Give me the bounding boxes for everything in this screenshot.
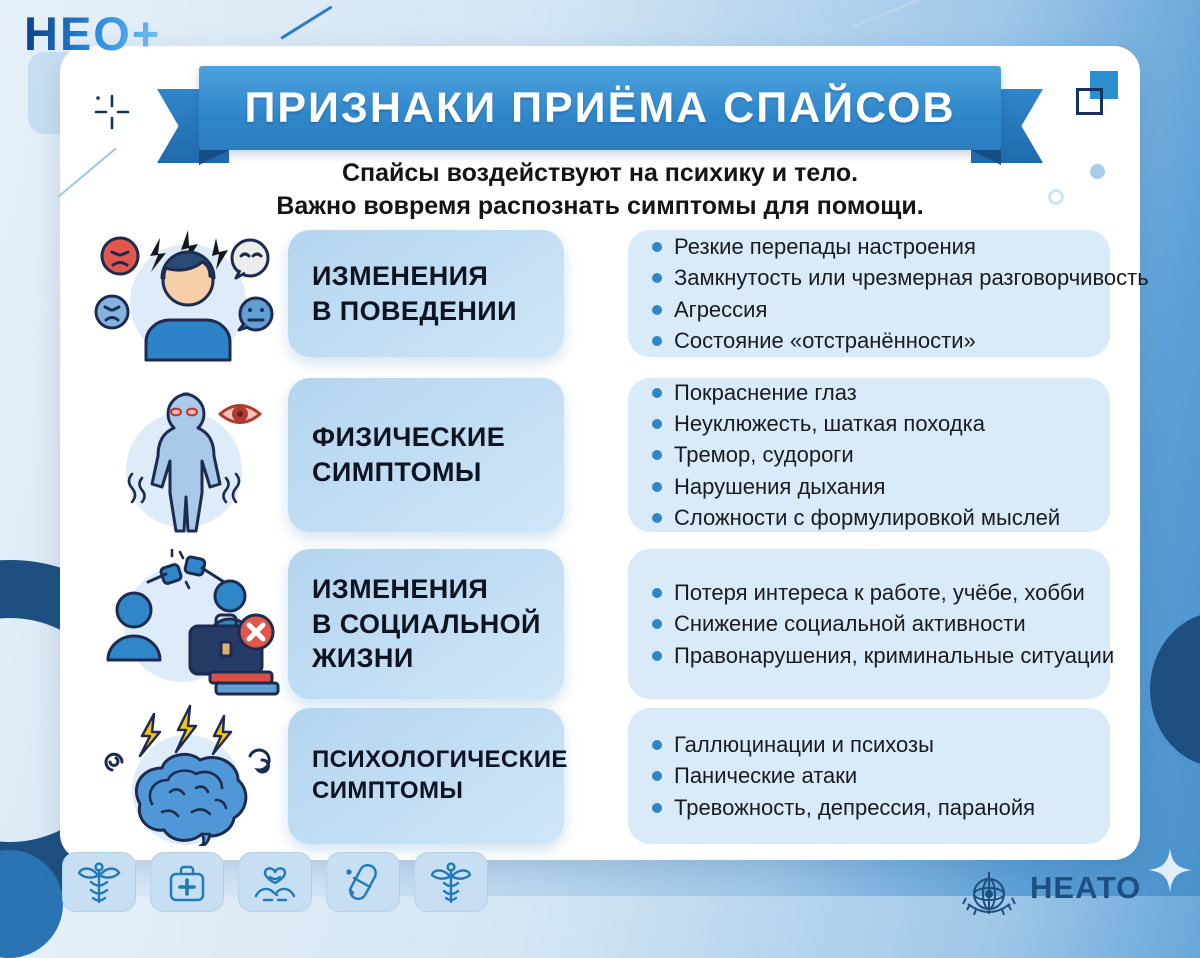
bullet-item: Замкнутость или чрезмерная разговорчивость bbox=[650, 262, 1092, 293]
bullet-list bbox=[650, 577, 1115, 671]
heading-line: В ПОВЕДЕНИИ bbox=[312, 295, 517, 326]
heading-line: ЖИЗНИ bbox=[312, 643, 414, 674]
bullet-item: Галлюцинации и психозы bbox=[650, 729, 1092, 760]
bullet-item: Неуклюжесть, шаткая походка bbox=[650, 408, 1092, 439]
bullet-item: Панические атаки bbox=[650, 760, 1092, 791]
intro-line-2: Важно вовремя распознать симптомы для помощи. bbox=[276, 192, 924, 221]
decor-filled-dot bbox=[1090, 164, 1105, 179]
bullet-item: Состояние «отстранённости» bbox=[650, 325, 1092, 356]
bullet-item: Снижение социальной активности bbox=[650, 608, 1092, 639]
section-icon-physical bbox=[96, 378, 276, 534]
section-heading-psychological bbox=[288, 708, 568, 844]
ribbon-banner bbox=[199, 66, 1001, 150]
decor-diagonal-line bbox=[852, 0, 920, 28]
caduceus-icon bbox=[428, 860, 474, 906]
heading-line: ПСИХОЛОГИЧЕСКИЕ bbox=[312, 746, 568, 774]
bullet-item: Потеря интереса к работе, учёбе, хобби bbox=[650, 577, 1092, 608]
decor-right-navy-circle bbox=[1150, 612, 1200, 767]
decor-outline-dot bbox=[1048, 189, 1064, 205]
bullet-item: Резкие перепады настроения bbox=[650, 231, 1092, 262]
section-icon-social bbox=[90, 548, 280, 698]
trembling-body-red-eyes-icon bbox=[96, 378, 276, 534]
heading-line: СИМПТОМЫ bbox=[312, 457, 482, 487]
heading-line: ФИЗИЧЕСКИЕ bbox=[312, 422, 506, 453]
who-style-emblem-icon bbox=[958, 864, 1020, 926]
first-aid-kit-icon bbox=[164, 860, 210, 906]
section-icon-behavior bbox=[88, 226, 280, 362]
footer-tile-hands-heart bbox=[238, 852, 312, 912]
brand-logo: НЕО+ bbox=[24, 7, 162, 60]
caduceus-icon bbox=[76, 860, 122, 906]
footer-tile-pill bbox=[326, 852, 400, 912]
poster-title: ПРИЗНАКИ ПРИЁМА СПАЙСОВ bbox=[244, 83, 956, 132]
bullet-item: Тревожность, депрессия, паранойя bbox=[650, 792, 1092, 823]
decor-diagonal-line bbox=[280, 5, 332, 39]
mood-swings-person-icon bbox=[88, 226, 280, 362]
heading-line: ИЗМЕНЕНИЯ bbox=[312, 574, 489, 605]
bullet-item: Правонарушения, криминальные ситуации bbox=[650, 640, 1092, 671]
bullet-item: Сложности с формулировкой мыслей bbox=[650, 502, 1092, 533]
bullet-list bbox=[650, 377, 1092, 533]
section-bullets-behavior bbox=[628, 230, 1149, 357]
brain-lightning-icon bbox=[92, 700, 282, 846]
org-name-text: НЕАТО bbox=[1030, 870, 1142, 905]
intro-text bbox=[160, 157, 1040, 224]
broken-social-connection-icon bbox=[90, 548, 280, 698]
bullet-item: Тремор, судороги bbox=[650, 439, 1092, 470]
bullet-item: Нарушения дыхания bbox=[650, 471, 1092, 502]
section-bullets-psychological bbox=[628, 708, 1110, 844]
section-heading-behavior bbox=[288, 230, 564, 357]
heading-line: СИМПТОМЫ bbox=[312, 777, 464, 804]
bullet-list bbox=[650, 729, 1092, 823]
section-heading-social bbox=[288, 549, 564, 699]
bullet-item: Покраснение глаз bbox=[650, 377, 1092, 408]
decor-outline-square bbox=[1076, 88, 1103, 115]
bullet-list bbox=[650, 231, 1149, 356]
hands-heart-icon bbox=[252, 860, 298, 906]
heading-line: В СОЦИАЛЬНОЙ bbox=[312, 608, 541, 639]
footer-tile-caduceus bbox=[62, 852, 136, 912]
sparkle-icon bbox=[1148, 848, 1192, 892]
section-bullets-physical bbox=[628, 378, 1110, 532]
heading-line: ИЗМЕНЕНИЯ bbox=[312, 260, 489, 291]
footer-tile-first-aid bbox=[150, 852, 224, 912]
crosshair-plus-icon bbox=[92, 92, 132, 132]
section-icon-psychological bbox=[92, 700, 282, 846]
intro-line-1: Спайсы воздействуют на психику и тело. bbox=[341, 159, 859, 187]
footer-tile-caduceus-2 bbox=[414, 852, 488, 912]
bullet-item: Агрессия bbox=[650, 294, 1092, 325]
pill-icon bbox=[340, 860, 386, 906]
section-heading-physical bbox=[288, 378, 564, 532]
section-bullets-social bbox=[628, 549, 1115, 699]
